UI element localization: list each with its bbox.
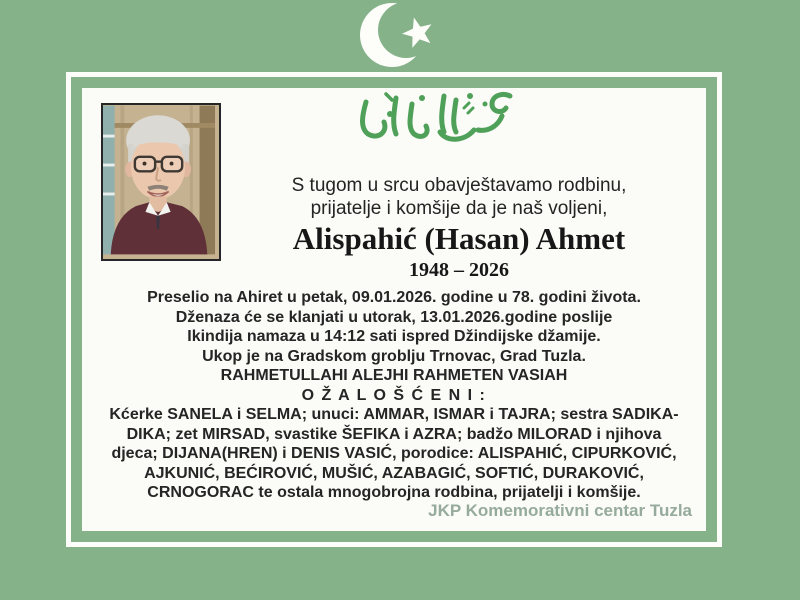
death-notice-card xyxy=(66,72,722,547)
card-inner xyxy=(82,88,706,531)
mourners-line: CRNOGORAC te ostala mnogobrojna rodbina, prijatelji i komšije. xyxy=(147,484,641,501)
body-line: Preselio na Ahiret u petak, 09.01.2026. godine u 78. godini života. xyxy=(147,289,641,306)
body-line: Ikindija namaza u 14:12 sati ispred Džindijske džamije. xyxy=(187,328,601,345)
intro-line: S tugom u srcu obavještavamo rodbinu, xyxy=(291,175,627,196)
life-years: 1948 – 2026 xyxy=(409,259,509,281)
intro-line: prijatelje i komšije da je naš voljeni, xyxy=(310,198,608,219)
deceased-photo xyxy=(101,103,221,261)
body-line: Ukop je na Gradskom groblju Trnovac, Grad Tuzla. xyxy=(202,347,586,365)
arabic-calligraphy-icon xyxy=(352,90,517,159)
body-line: Dženaza će se klanjati u utorak, 13.01.2026.godine poslije xyxy=(175,308,613,326)
mourners-line: Kćerke SANELA i SELMA; unuci: AMMAR, ISMAR i TAJRA; sestra SADIKA- xyxy=(109,406,679,423)
footer-signature: JKP Komemorativni centar Tuzla xyxy=(428,501,692,520)
mourners-heading: O Ž A L O Š Ć E N I : xyxy=(301,386,487,404)
mourners-line: AJKUNIĆ, BEĆIROVIĆ, MUŠIĆ, AZABAGIĆ, SOFTIĆ, DURAKOVIĆ, xyxy=(144,464,644,482)
mourners-line: djeca; DIJANA(HREN) i DENIS VASIĆ, porodice: ALISPAHIĆ, CIPURKOVIĆ, xyxy=(111,445,677,462)
deceased-name: Alispahić (Hasan) Ahmet xyxy=(292,221,626,256)
intro-text xyxy=(218,174,700,220)
mourners-line: DIKA; zet MIRSAD, svastike ŠEFIKA i AZRA; badžo MILORAD i njihova xyxy=(126,425,662,443)
crescent-and-star-icon xyxy=(352,0,447,75)
notice-body xyxy=(88,288,700,503)
rahmet-line: RAHMETULLAHI ALEJHI RAHMETEN VASIAH xyxy=(220,367,568,384)
